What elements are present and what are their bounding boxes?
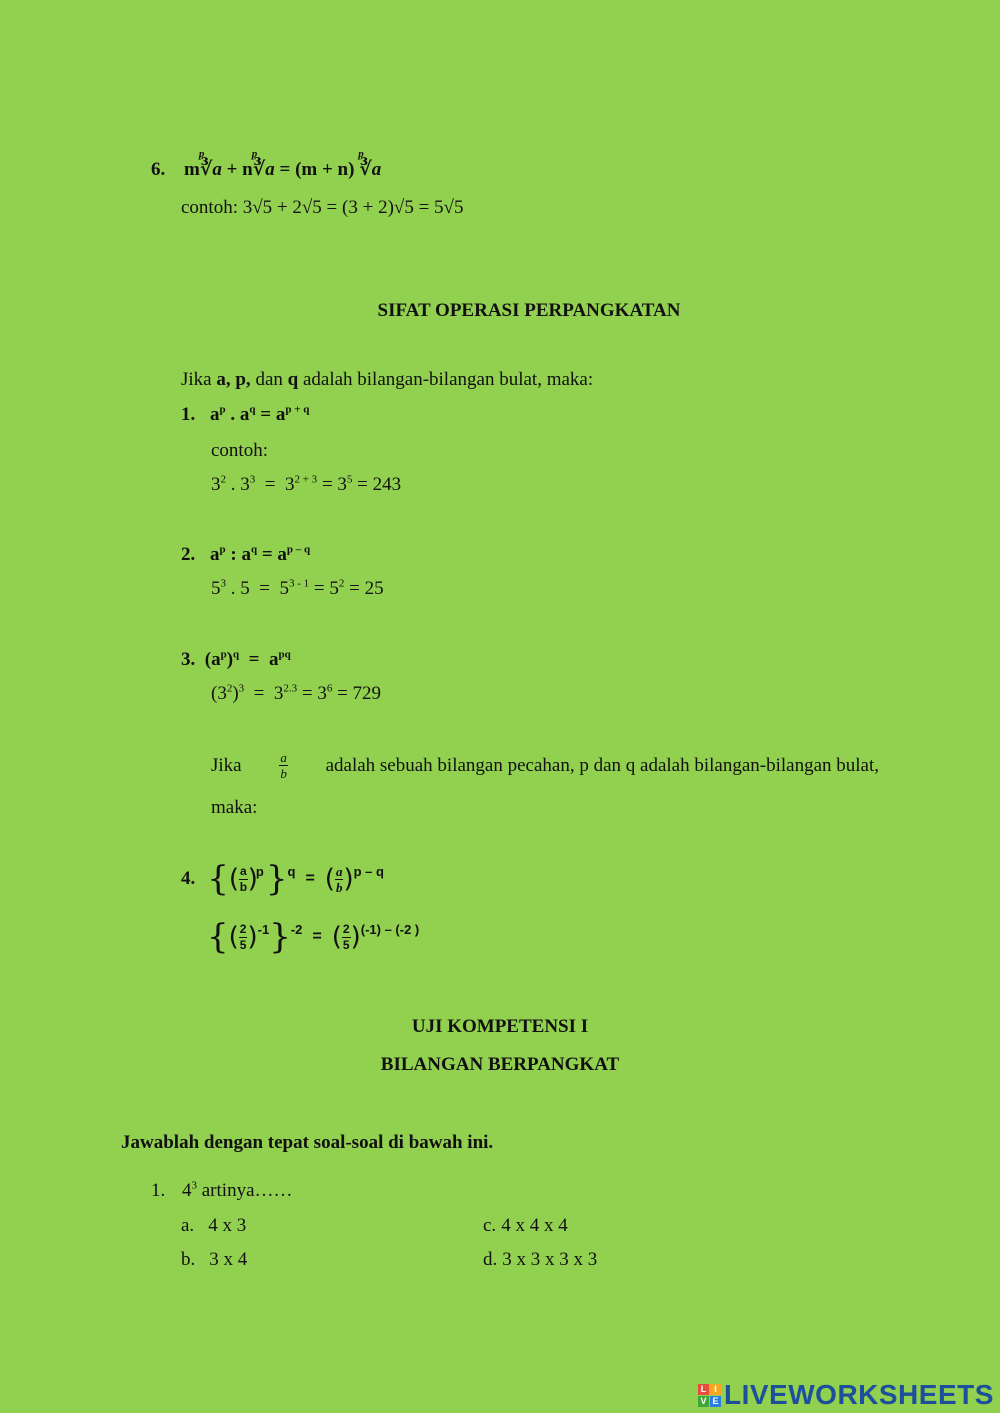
- rule-3-example: $(3^2)^3 = 3^{2.3} = 3^6 = 729$: [211, 682, 382, 704]
- rule-6-number: 6.: [151, 159, 166, 180]
- section-intro: Jika a, p, dan q adalah bilangan-bilangan bulat, maka:: [181, 369, 594, 390]
- rule-4-example: { ( $\frac{2}{5}$ ) -1 } -2 = ( $\frac{2}{5}$ ) (-1) – (-2 ): [207, 917, 420, 957]
- question-1: 1. $4^3$ artinya……: [151, 1179, 293, 1201]
- option-c[interactable]: c. 4 x 4 x 4: [483, 1215, 568, 1236]
- rule-6-example: contoh: 3√5 + 2√5 = (3 + 2)√5 = 5√5: [181, 197, 464, 218]
- rule-1-contoh-label: contoh:: [211, 440, 268, 461]
- rule-1-formula: 1. $a^p$ . $a^q = a^{p + q}$: [181, 403, 310, 425]
- rule-1-example: $3^2$ . $3^3 = 3^{2 + 3} = 3^5 = 243$: [211, 473, 402, 495]
- radical-symbol: p ∛: [251, 148, 266, 180]
- section-title: SIFAT OPERASI PERPANGKATAN: [377, 300, 681, 321]
- competency-title: UJI KOMPETENSI I: [411, 1016, 589, 1037]
- option-a[interactable]: a. 4 x 3: [181, 1215, 247, 1236]
- rule-3-formula: 3. $(a^p)^q = a^{pq}$: [181, 648, 291, 670]
- instruction: Jawablah dengan tepat soal-soal di bawah ini.: [121, 1132, 494, 1153]
- liveworksheets-logo-text: LIVEWORKSHEETS: [724, 1379, 994, 1410]
- competency-subtitle: BILANGAN BERPANGKAT: [380, 1054, 620, 1075]
- option-d[interactable]: d. 3 x 3 x 3 x 3: [483, 1249, 598, 1270]
- liveworksheets-logo[interactable]: [698, 1379, 994, 1411]
- rule-4-formula: 4. { ( $\frac{a}{b}$ ) p } q = ( $\frac{a}{b}$ ) p – q: [181, 859, 384, 899]
- option-b[interactable]: b. 3 x 4: [181, 1249, 248, 1270]
- fraction-intro-maka: maka:: [211, 797, 258, 818]
- fraction-intro: Jika $\frac{a}{b}$ adalah sebuah bilangan pecahan, p dan q adalah bilangan-bilangan bulat,: [211, 750, 879, 781]
- radical-symbol: p ∛: [198, 148, 213, 180]
- rule-2-formula: 2. $a^p$ : $a^q = a^{p - q}$: [181, 543, 311, 565]
- radical-symbol: p ∛: [358, 148, 372, 180]
- rule-6-formula: 6. m p ∛a + n p ∛a = (m + n) p ∛a: [151, 148, 382, 180]
- fraction-a-over-b: $\frac{a}{b}$: [280, 750, 287, 781]
- rule-2-example: $5^3$ . $5 = 5^{3 - 1} = 5^2 = 25$: [211, 577, 384, 599]
- liveworksheets-logo-icon: L I V E: [698, 1384, 721, 1407]
